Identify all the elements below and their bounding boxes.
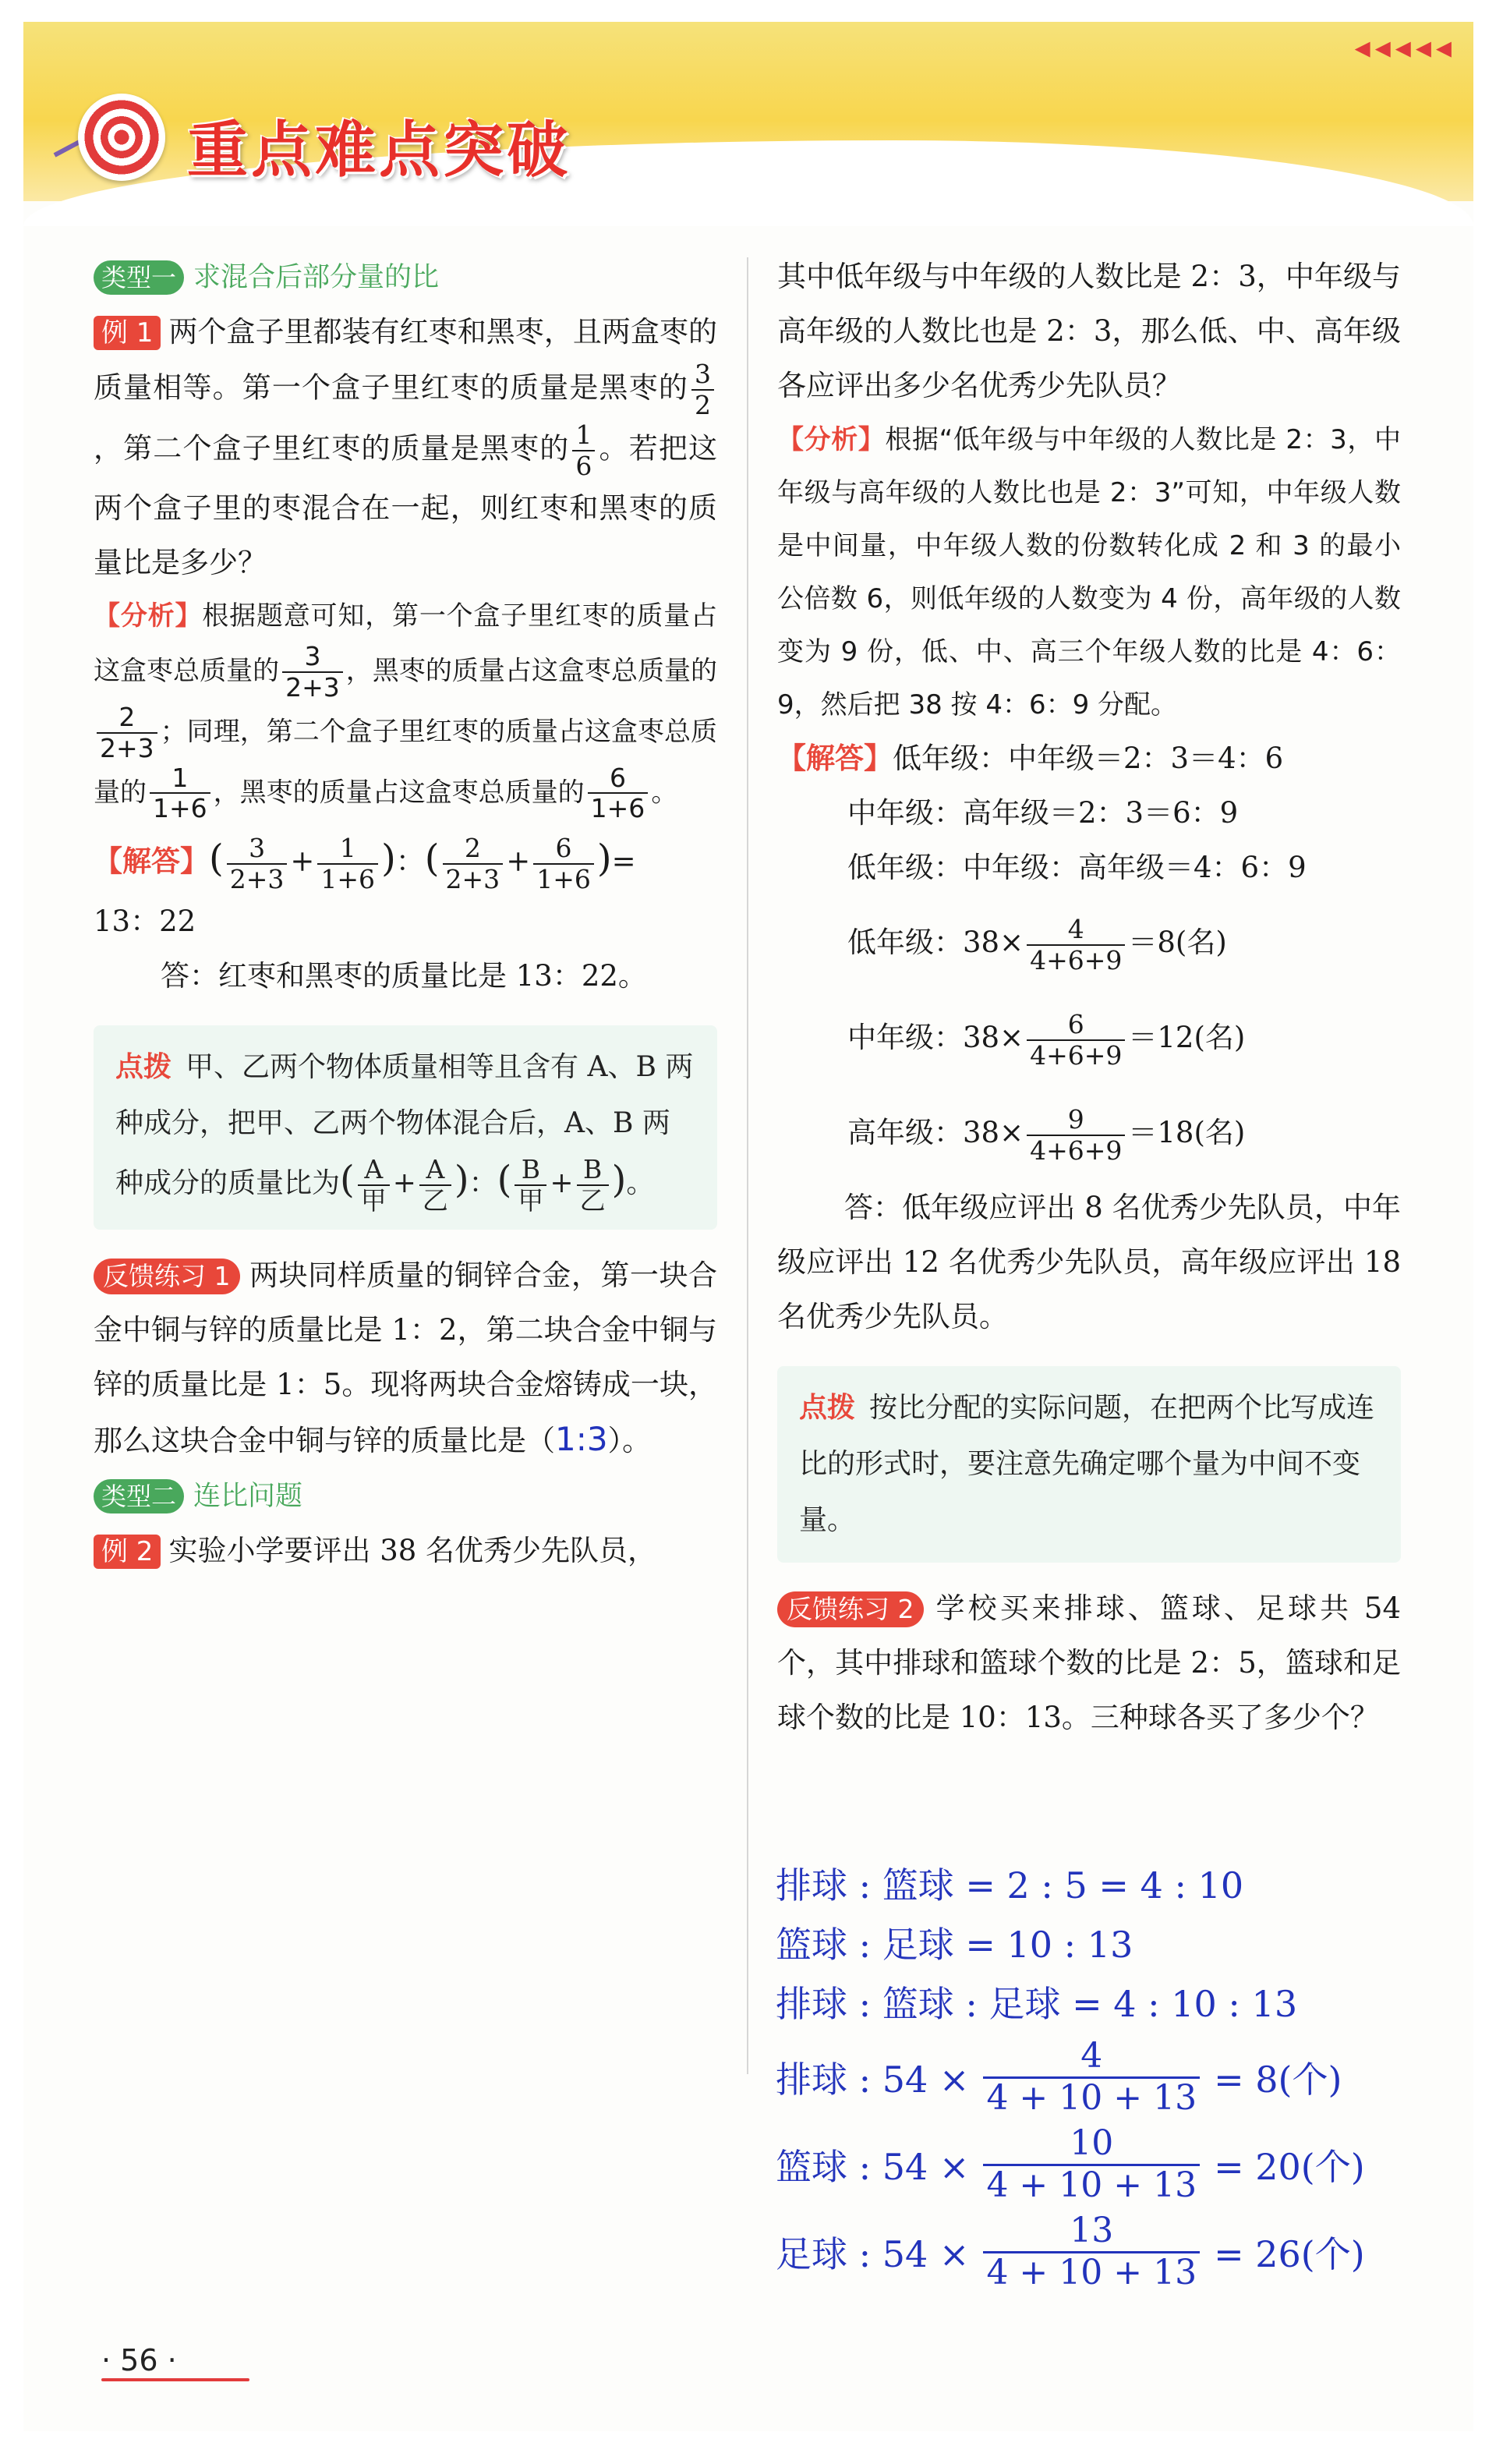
handwritten-line: 篮球 : 54 × $\frac{10}{4 + 10 + 13}$ = 20(个) <box>776 2122 1365 2205</box>
handwritten-solution <box>776 1856 1462 2296</box>
feedback1-text: ）。 <box>607 1423 652 1457</box>
solution-step: 高年级：38× $\frac{9}{4+6+9}$ ＝18(名) <box>847 1103 1246 1166</box>
feedback-badge: 反馈练习 1 <box>94 1259 240 1294</box>
tip-text: 按比分配的实际问题，在把两个比写成连比的形式时，要注意先确定哪个量为中间不变量。 <box>799 1392 1375 1536</box>
type1-heading <box>94 250 717 305</box>
paren: ) <box>381 837 396 881</box>
fraction: $\frac{1}{1+6}$ <box>150 763 210 824</box>
feedback-badge: 反馈练习 2 <box>777 1591 924 1627</box>
fraction: $\frac{3}{2+3}$ <box>227 834 288 894</box>
example1-text: ，第二个盒子里红枣的质量是黑枣的 <box>94 431 570 466</box>
feedback1 <box>94 1248 717 1468</box>
tip-label: 点拨 <box>115 1050 172 1083</box>
plus: + <box>290 844 315 879</box>
analysis-text: 。 <box>651 776 678 808</box>
fraction: $\frac{9}{4+6+9}$ <box>1027 1105 1125 1166</box>
fraction: $\frac{3}{2+3}$ <box>282 642 343 703</box>
handwritten-answer: 1:3 <box>555 1419 608 1458</box>
tip-label: 点拨 <box>799 1392 856 1424</box>
paren: ( <box>424 837 440 881</box>
fraction: $\frac{A}{\text{乙}}$ <box>419 1155 451 1216</box>
analysis-label: 【分析】 <box>94 600 203 632</box>
solution1-answer: 答：红枣和黑枣的质量比是 13：22。 <box>161 958 647 993</box>
paren: ) <box>596 837 612 881</box>
type-title: 连比问题 <box>193 1480 303 1512</box>
right-column <box>777 250 1401 1745</box>
fraction: $\frac{4}{4+6+9}$ <box>1027 915 1125 975</box>
solution1-result: 13：22 <box>94 904 196 938</box>
fraction: $\frac{B}{\text{甲}}$ <box>515 1155 546 1216</box>
fraction: $\frac{3}{2}$ <box>691 359 714 420</box>
fraction: $\frac{2}{2+3}$ <box>97 703 157 763</box>
solution-step: 低年级：38× $\frac{4}{4+6+9}$ ＝8(名) <box>847 913 1227 975</box>
example-badge: 例 2 <box>94 1535 161 1569</box>
equals: = <box>611 844 636 879</box>
feedback1-text: 两块同样质量的铜锌合金，第一块合金中铜与锌的质量比是 1：2，第二块合金中铜与锌的质量比是 1：5。现将两块合金熔铸成一块，那么这块合金中铜与锌的质量比是（ <box>94 1258 717 1457</box>
fraction: $\frac{4}{4 + 10 + 13}$ <box>983 2037 1200 2118</box>
solution-step: 中年级：高年级＝2：3＝6：9 <box>847 796 1239 830</box>
analysis-text: ；同理，第二个盒子里红枣的质量占这盒枣总质量的 <box>94 716 717 808</box>
page-number: · 56 · <box>101 2343 177 2377</box>
tip-text: 。 <box>626 1167 655 1199</box>
fraction: $\frac{1}{1+6}$ <box>317 834 378 894</box>
handwritten-line: 足球 : 54 × $\frac{13}{4 + 10 + 13}$ = 26(个) <box>776 2210 1365 2292</box>
solution2-line <box>777 731 1401 786</box>
feedback2-text: 学校买来排球、篮球、足球共 54 个，其中排球和篮球个数的比是 2：5，篮球和足球个数的比是 10：13。三种球各买了多少个？ <box>777 1591 1401 1734</box>
fraction: $\frac{13}{4 + 10 + 13}$ <box>983 2211 1200 2292</box>
fraction: $\frac{A}{\text{甲}}$ <box>358 1155 390 1216</box>
solution-step: 低年级：中年级＝2：3＝4：6 <box>893 742 1284 775</box>
feedback2 <box>777 1581 1401 1745</box>
type-badge: 类型一 <box>94 260 184 295</box>
paren: ( <box>209 837 224 881</box>
example1-text: 。若把这两个盒子里的枣混合在一起，则红枣和黑枣的质量比是多少？ <box>94 431 718 579</box>
solution1 <box>94 831 717 894</box>
analysis2 <box>777 413 1401 731</box>
left-column <box>94 250 717 1578</box>
tip-box-1: 点拨 甲、乙两个物体质量相等且含有 A、B 两种成分，把甲、乙两个物体混合后，A、B 两种成分的质量比为( $\frac{A}{\text{甲}}$ + $\frac{A}{\text{乙}}$ )：( $\frac{B}{\text{甲}}$ + $\frac{B}{\text{乙}}$ )。 <box>94 1025 717 1230</box>
tip-box-2 <box>777 1366 1401 1563</box>
analysis-text: ，黑枣的质量占这盒枣总质量的 <box>213 776 585 808</box>
plus: + <box>506 844 531 879</box>
solution2-answer: 答：低年级应评出 8 名优秀少先队员，中年级应评出 12 名优秀少先队员，高年级应评出 18 名优秀少先队员。 <box>777 1191 1401 1333</box>
fraction: $\frac{6}{4+6+9}$ <box>1027 1010 1125 1071</box>
example2-text: 实验小学要评出 38 名优秀少先队员， <box>168 1533 657 1567</box>
example2-continued: 其中低年级与中年级的人数比是 2：3，中年级与高年级的人数比也是 2：3，那么低、中、高年级各应评出多少名优秀少先队员？ <box>777 260 1401 402</box>
fraction: $\frac{1}{6}$ <box>572 420 595 481</box>
example2 <box>94 1524 717 1578</box>
type-badge: 类型二 <box>94 1479 184 1513</box>
handwritten-line: 篮球 : 足球 = 10 : 13 <box>776 1924 1133 1966</box>
fraction: $\frac{2}{2+3}$ <box>443 834 504 894</box>
fraction: $\frac{10}{4 + 10 + 13}$ <box>983 2124 1200 2205</box>
tip-text: 甲、乙两个物体质量相等且含有 A、B 两种成分，把甲、乙两个物体混合后，A、B 两种成分的质量比为 <box>115 1050 694 1199</box>
chevron-left-icon: ◂◂◂◂◂ <box>1354 30 1456 65</box>
analysis-text: 根据题意可知，第一个盒子里红枣的质量占这盒枣总质量的 <box>94 600 718 687</box>
solution-label: 【解答】 <box>94 844 209 879</box>
colon: ： <box>395 844 425 879</box>
column-divider <box>747 257 748 2074</box>
type2-heading <box>94 1468 717 1524</box>
example-badge: 例 1 <box>94 316 161 350</box>
solution-label: 【解答】 <box>777 742 893 775</box>
type-title: 求混合后部分量的比 <box>193 262 440 293</box>
handwritten-line: 排球 : 篮球 : 足球 = 4 : 10 : 13 <box>776 1983 1298 2025</box>
fraction: $\frac{B}{\text{乙}}$ <box>577 1155 609 1216</box>
handwritten-line: 排球 : 54 × $\frac{4}{4 + 10 + 13}$ = 8(个) <box>776 2035 1342 2118</box>
page-number-underline <box>101 2378 249 2381</box>
page-title: 重点难点突破 <box>187 115 571 186</box>
handwritten-line: 排球 : 篮球 = 2 : 5 = 4 : 10 <box>776 1864 1244 1906</box>
analysis1 <box>94 590 717 824</box>
analysis-text: ，黑枣的质量占这盒枣总质量的 <box>345 655 718 687</box>
analysis-label: 【分析】 <box>777 424 886 455</box>
fraction: $\frac{6}{1+6}$ <box>533 834 594 894</box>
analysis-text: 根据“低年级与中年级的人数比是 2：3，中年级与高年级的人数比也是 2：3”可知，中年级人数是中间量，中年级人数的份数转化成 2 和 3 的最小公倍数 6，则低年级的人数变为 4 份，高年级的人数变为 9 份，低、中、高三个年级人数的比是 4：6：9，然后把 38 按 4：6：9 分配。 <box>777 424 1402 720</box>
solution-step: 低年级：中年级：高年级＝4：6：9 <box>847 851 1307 884</box>
example1-text: 两个盒子里都装有红枣和黑枣，且两盒枣的质量相等。第一个盒子里红枣的质量是黑枣的 <box>94 315 717 405</box>
fraction: $\frac{6}{1+6}$ <box>588 763 649 824</box>
example1 <box>94 305 717 590</box>
solution-step: 中年级：38× $\frac{6}{4+6+9}$ ＝12(名) <box>847 1008 1246 1071</box>
target-icon <box>78 94 165 181</box>
